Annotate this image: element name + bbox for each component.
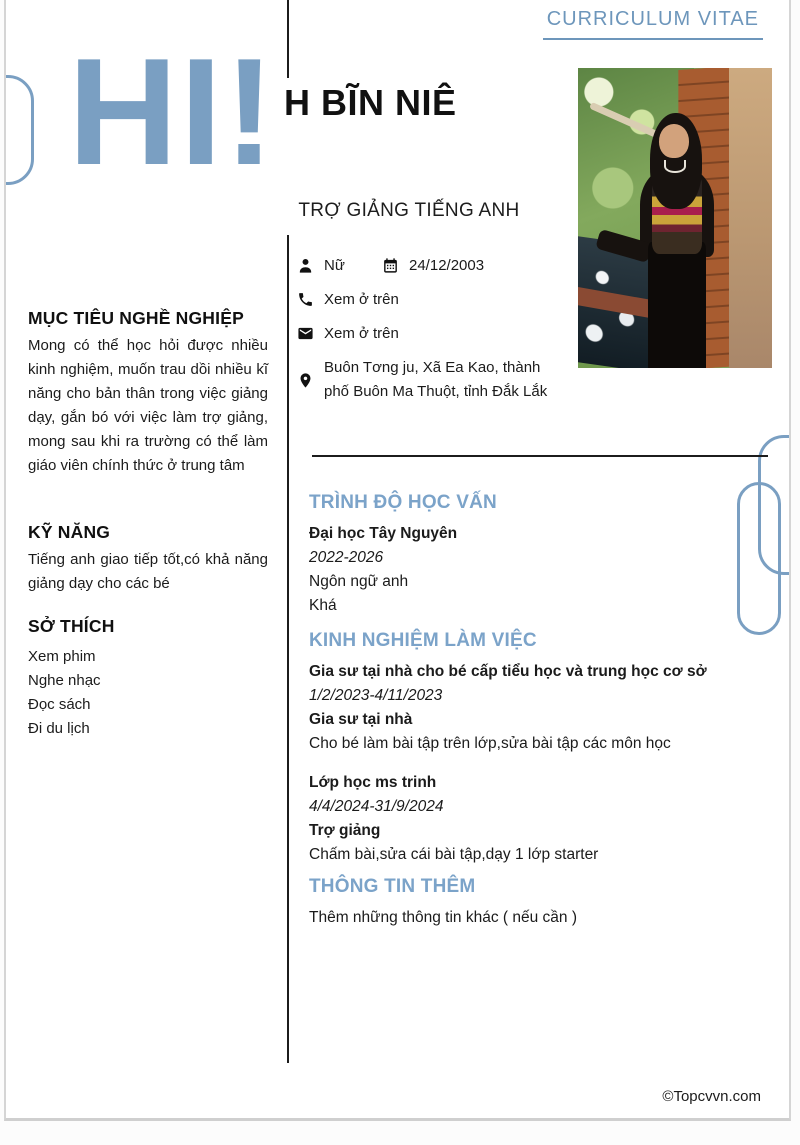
job-description: Chấm bài,sửa cái bài tập,dạy 1 lớp starter — [309, 846, 599, 863]
photo-person-face — [659, 124, 688, 159]
candidate-job-title: TRỢ GIẢNG TIẾNG ANH — [298, 200, 520, 221]
objective-text: Mong có thể học hỏi được nhiều kinh nghiệm, muốn trau dồi nhiều kĩ năng cho bản thân trong việc giảng dạy, gắn bó với việc làm trợ giảng, mong sau khi ra trường có thể làm giáo viên chính thức ở trung tâm — [28, 337, 268, 474]
hobby-item: Đọc sách — [28, 696, 91, 713]
education-major: Ngôn ngữ anh — [309, 573, 409, 590]
location-icon — [297, 372, 314, 389]
skills-section — [28, 522, 268, 596]
skills-text: Tiếng anh giao tiếp tốt,có khả năng giảng dạy cho các bé — [28, 551, 268, 592]
candidate-name: H BĨN NIÊ — [284, 82, 457, 123]
additional-info-text: Thêm những thông tin khác ( nếu cần ) — [309, 909, 578, 926]
profile-photo — [578, 68, 772, 368]
dob-value: 24/12/2003 — [409, 257, 485, 274]
photo-person-skirt — [648, 242, 706, 368]
calendar-icon — [382, 257, 399, 274]
education-title: TRÌNH ĐỘ HỌC VẤN — [309, 492, 497, 513]
header-divider-top — [287, 0, 289, 78]
photo-person-necklace — [664, 160, 685, 174]
email-row — [297, 325, 399, 342]
dob-row — [382, 257, 484, 274]
education-school: Đại học Tây Nguyên — [309, 525, 458, 542]
skills-title: KỸ NĂNG — [28, 522, 111, 542]
job-company: Gia sư tại nhà cho bé cấp tiểu học và trung học cơ sở — [309, 663, 707, 680]
email-value: Xem ở trên — [324, 325, 399, 342]
job-company: Lớp học ms trinh — [309, 774, 437, 791]
job-role: Gia sư tại nhà — [309, 711, 413, 728]
watermark-credit: ©Topcvvn.com — [662, 1088, 761, 1105]
phone-row — [297, 291, 399, 308]
photo-concrete-pillar — [729, 68, 772, 368]
person-icon — [297, 257, 314, 274]
greeting-text: HI! — [68, 27, 277, 197]
additional-info-section — [309, 876, 771, 930]
experience-job — [309, 771, 771, 867]
hobby-item: Đi du lịch — [28, 720, 90, 737]
gender-value: Nữ — [324, 257, 345, 274]
education-grade: Khá — [309, 597, 337, 614]
job-description: Cho bé làm bài tập trên lớp,sửa bài tập các môn học — [309, 735, 671, 752]
education-period: 2022-2026 — [309, 549, 384, 566]
column-divider — [287, 235, 289, 1063]
gender-row — [297, 257, 345, 274]
experience-section — [309, 630, 771, 882]
hobbies-section — [28, 616, 268, 741]
job-role: Trợ giảng — [309, 822, 381, 839]
address-row — [297, 356, 555, 404]
envelope-icon — [297, 325, 314, 342]
phone-icon — [297, 291, 314, 308]
address-value: Buôn Tơng ju, Xã Ea Kao, thành phố Buôn Ma Thuột, tỉnh Đắk Lắk — [324, 359, 548, 400]
job-period: 4/4/2024-31/9/2024 — [309, 798, 444, 815]
objective-section — [28, 308, 268, 478]
decorative-pill-left — [4, 75, 34, 185]
experience-title: KINH NGHIỆM LÀM VIỆC — [309, 630, 537, 651]
education-section — [309, 492, 771, 618]
objective-title: MỤC TIÊU NGHỀ NGHIỆP — [28, 308, 244, 328]
hobbies-title: SỞ THÍCH — [28, 616, 115, 636]
cv-page — [4, 0, 791, 1121]
curriculum-vitae-label: CURRICULUM VITAE — [543, 8, 763, 40]
phone-value: Xem ở trên — [324, 291, 399, 308]
additional-info-title: THÔNG TIN THÊM — [309, 876, 476, 897]
experience-job — [309, 660, 771, 756]
job-period: 1/2/2023-4/11/2023 — [309, 687, 443, 704]
hobby-item: Xem phim — [28, 648, 96, 665]
hobby-item: Nghe nhạc — [28, 672, 101, 689]
section-separator-line — [312, 455, 768, 457]
